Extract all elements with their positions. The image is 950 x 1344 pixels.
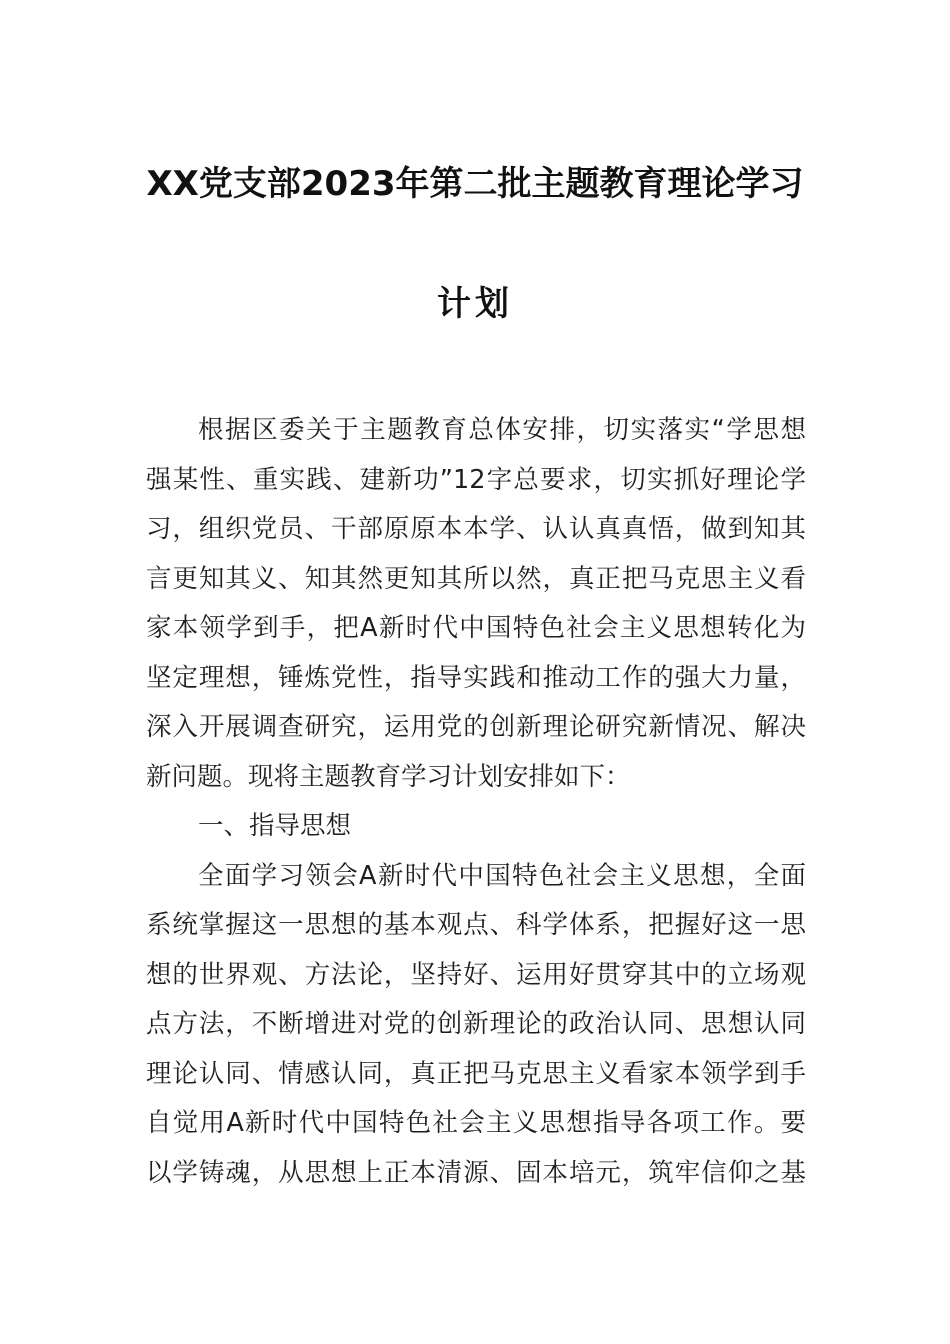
paragraph-line: 想的世界观、方法论，坚持好、运用好贯穿其中的立场观 bbox=[146, 959, 806, 990]
paragraph-line: 新问题。现将主题教育学习计划安排如下： bbox=[146, 761, 631, 792]
paragraph-line: 强某性、重实践、建新功”12字总要求，切实抓好理论学 bbox=[146, 464, 806, 495]
paragraph-line: 自觉用A新时代中国特色社会主义思想指导各项工作。要 bbox=[146, 1108, 806, 1138]
document-title-line-1: XX党支部2023年第二批主题教育理论学习 bbox=[146, 164, 804, 204]
paragraph-line: 理论认同、情感认同，真正把马克思主义看家本领学到手 bbox=[146, 1058, 806, 1089]
paragraph-line: 家本领学到手，把A新时代中国特色社会主义思想转化为 bbox=[146, 613, 806, 643]
paragraph-line: 言更知其义、知其然更知其所以然，真正把马克思主义看 bbox=[146, 563, 806, 594]
paragraph-line: 坚定理想，锤炼党性，指导实践和推动工作的强大力量， bbox=[146, 662, 806, 693]
document-title-line-2: 计划 bbox=[437, 284, 513, 324]
paragraph-line: 全面学习领会A新时代中国特色社会主义思想，全面 bbox=[198, 860, 806, 891]
section-heading: 一、指导思想 bbox=[198, 811, 352, 841]
paragraph-line: 以学铸魂，从思想上正本清源、固本培元，筑牢信仰之基 bbox=[146, 1157, 806, 1188]
paragraph-line: 深入开展调查研究，运用党的创新理论研究新情况、解决 bbox=[146, 712, 806, 742]
paragraph-line: 习，组织党员、干部原原本本学、认认真真悟，做到知其 bbox=[146, 514, 806, 544]
paragraph-line: 系统掌握这一思想的基本观点、科学体系，把握好这一思 bbox=[146, 910, 806, 940]
paragraph-line: 点方法，不断增进对党的创新理论的政治认同、思想认同 bbox=[146, 1009, 806, 1039]
paragraph-line: 根据区委关于主题教育总体安排，切实落实“学思想 bbox=[198, 415, 806, 445]
